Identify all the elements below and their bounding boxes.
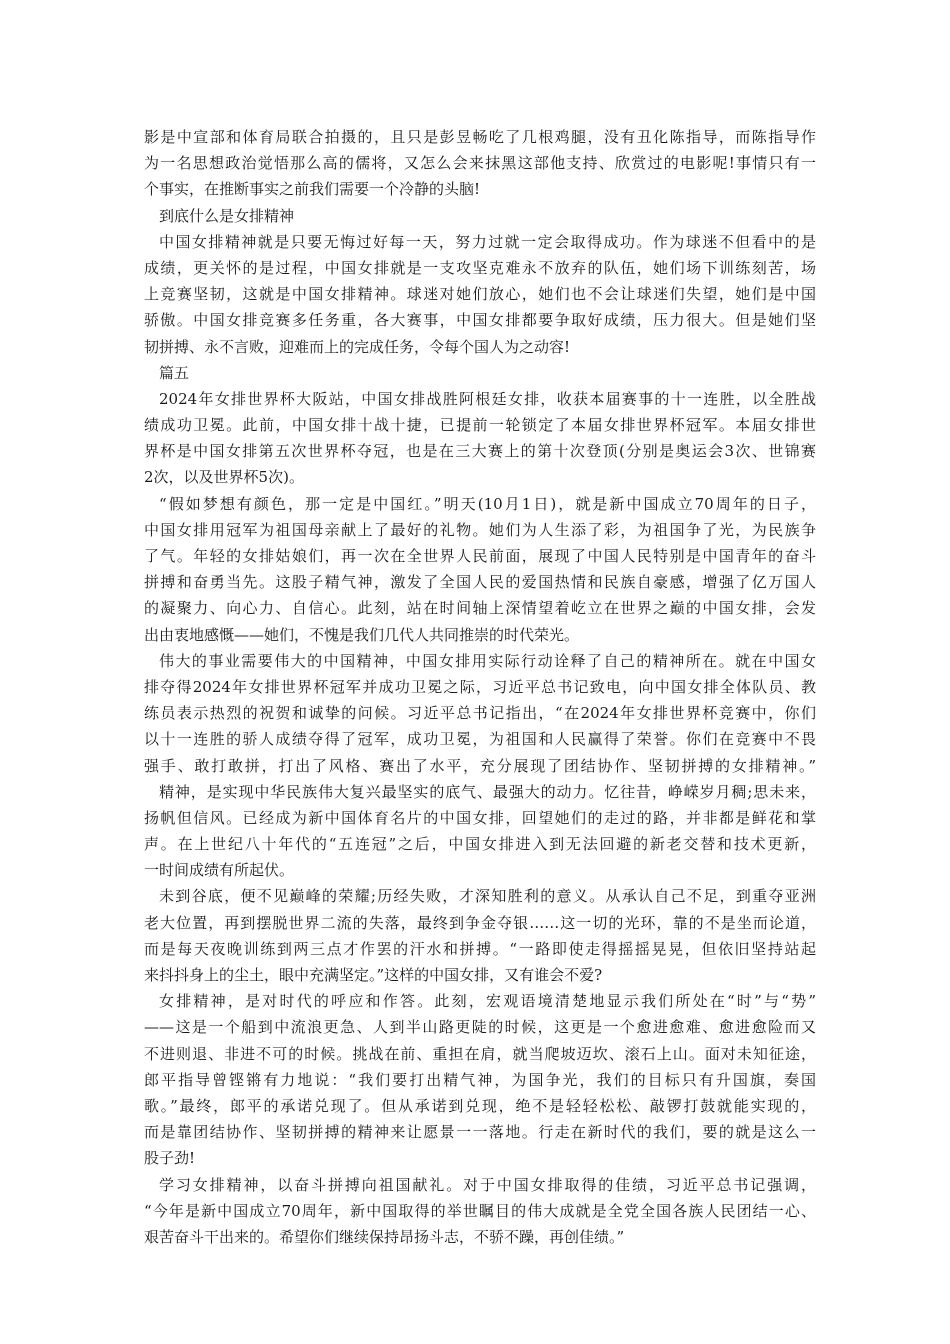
text-line: 声。在上世纪八十年代的“五连冠”之后，中国女排进入到无法回避的新老交替和技术更新， (144, 835, 816, 854)
text-line: 篇五 (159, 363, 190, 382)
text-line: 以十一连胜的骄人成绩夺得了冠军，成功卫冕，为祖国和人民赢得了荣誉。你们在竞赛中不畏 (144, 730, 816, 749)
text-line: 而是每天夜晚训练到两三点才作罢的汗水和拼搏。“一路即使走得摇摇晃晃，但依旧坚持站起 (144, 939, 816, 958)
text-line: 扬帆但信风。已经成为新中国体育名片的中国女排，回望她们的走过的路，并非都是鲜花和掌 (144, 808, 816, 827)
text-line: ——这是一个船到中流浪更急、人到半山路更陡的时候，这更是一个愈进愈难、愈进愈险而又 (144, 1018, 816, 1037)
text-line: 出由衷地感慨——她们，不愧是我们几代人共同推崇的时代荣光。 (144, 625, 580, 644)
text-line: 伟大的事业需要伟大的中国精神，中国女排用实际行动诠释了自己的精神所在。就在中国女 (159, 651, 816, 670)
text-line: 韧拼搏、永不言败，迎难而上的完成任务，令每个国人为之动容! (144, 337, 571, 356)
text-line: 练员表示热烈的祝贺和诚挚的问候。习近平总书记指出，“在2024年女排世界杯竞赛中，你们 (144, 704, 816, 723)
text-line: 歌。”最终，郎平的承诺兑现了。但从承诺到兑现，绝不是轻轻松松、敲锣打鼓就能实现的， (144, 1096, 816, 1115)
text-line: 一时间成绩有所起伏。 (144, 861, 295, 880)
text-line: 女排精神，是对时代的呼应和作答。此刻，宏观语境清楚地显示我们所处在“时”与“势” (159, 992, 816, 1011)
text-line: 未到谷底，便不见巅峰的荣耀;历经失败，才深知胜利的意义。从承认自己不足，到重夺亚洲 (159, 887, 816, 906)
text-line: 中国女排精神就是只要无悔过好每一天，努力过就一定会取得成功。作为球迷不但看中的是 (159, 232, 816, 251)
text-line: 股子劲! (144, 1149, 196, 1168)
text-line: 老大位置，再到摆脱世界二流的失落，最终到争金夺银……这一切的光环，靠的不是坐而论道， (144, 913, 816, 932)
text-line: 界杯是中国女排第五次世界杯夺冠，也是在三大赛上的第十次登顶(分别是奥运会3次、世锦赛 (144, 442, 816, 461)
text-line: 影是中宣部和体育局联合拍摄的，且只是彭昱畅吃了几根鸡腿，没有丑化陈指导，而陈指导作 (144, 128, 816, 146)
text-line: 精神，是实现中华民族伟大复兴最坚实的底气、最强大的动力。忆往昔，峥嵘岁月稠;思未来， (159, 782, 816, 801)
text-line: 拼搏和奋勇当先。这股子精气神，激发了全国人民的爱国热情和民族自豪感，增强了亿万国人 (144, 573, 816, 592)
text-line: 个事实，在推断事实之前我们需要一个冷静的头脑! (144, 180, 481, 199)
text-line: 成绩，更关怀的是过程，中国女排就是一支攻坚克难永不放弃的队伍，她们场下训练刻苦，场 (144, 258, 816, 277)
text-line: 中国女排用冠军为祖国母亲献上了最好的礼物。她们为人生添了彩，为祖国争了光，为民族争 (144, 520, 816, 539)
text-line: 绩成功卫冕。此前，中国女排十战十捷，已提前一轮锁定了本届女排世界杯冠军。本届女排世 (144, 416, 816, 435)
text-line: 了气。年轻的女排姑娘们，再一次在全世界人民前面，展现了中国人民特别是中国青年的奋斗 (144, 547, 816, 565)
text-line: 2024年女排世界杯大阪站，中国女排战胜阿根廷女排，收获本届赛事的十一连胜，以全胜战 (159, 389, 816, 408)
text-line: “假如梦想有颜色，那一定是中国红。”明天(10月1日)，就是新中国成立70周年的日子， (159, 494, 816, 513)
text-line: 上竞赛坚韧，这就是中国女排精神。球迷对她们放心，她们也不会让球迷们失望，她们是中国 (144, 285, 816, 304)
text-line: 的凝聚力、向心力、自信心。此刻，站在时间轴上深情望着屹立在世界之巅的中国女排，会发 (144, 599, 816, 618)
text-line: 而是靠团结协作、坚韧拼搏的精神来让愿景一一落地。行走在新时代的我们，要的就是这么一 (144, 1123, 816, 1142)
text-line: 郎平指导曾铿锵有力地说：“我们要打出精气神，为国争光，我们的目标只有升国旗，奏国 (144, 1070, 816, 1089)
text-line: 来抖抖身上的尘土，眼中充满坚定。”这样的中国女排，又有谁会不爱? (144, 966, 603, 984)
text-line: 骄傲。中国女排竞赛多任务重，各大赛事，中国女排都要争取好成绩，压力很大。但是她们坚 (144, 311, 816, 330)
text-line: 不进则退、非进不可的时候。挑战在前、重担在肩，就当爬坡迈坎、滚石上山。面对未知征途， (144, 1044, 816, 1063)
document-page (144, 124, 816, 1250)
text-line: 强手、敢打敢拼，打出了风格、赛出了水平，充分展现了团结协作、坚韧拼搏的女排精神。” (144, 756, 816, 775)
text-line: “今年是新中国成立70周年，新中国取得的举世瞩目的伟大成就是全党全国各族人民团结一心、 (144, 1201, 816, 1220)
text-line: 2次，以及世界杯5次)。 (144, 468, 304, 487)
text-line: 艰苦奋斗干出来的。希望你们继续保持昂扬斗志，不骄不躁，再创佳绩。” (144, 1227, 625, 1246)
text-line: 为一名思想政治觉悟那么高的儒将，又怎么会来抹黑这部他支持、欣赏过的电影呢!事情只有一 (144, 154, 816, 173)
text-line: 排夺得2024年女排世界杯冠军并成功卫冕之际，习近平总书记致电，向中国女排全体队员、教 (144, 677, 816, 696)
text-line: 学习女排精神，以奋斗拼搏向祖国献礼。对于中国女排取得的佳绩，习近平总书记强调， (159, 1175, 816, 1194)
text-line: 到底什么是女排精神 (159, 206, 295, 225)
